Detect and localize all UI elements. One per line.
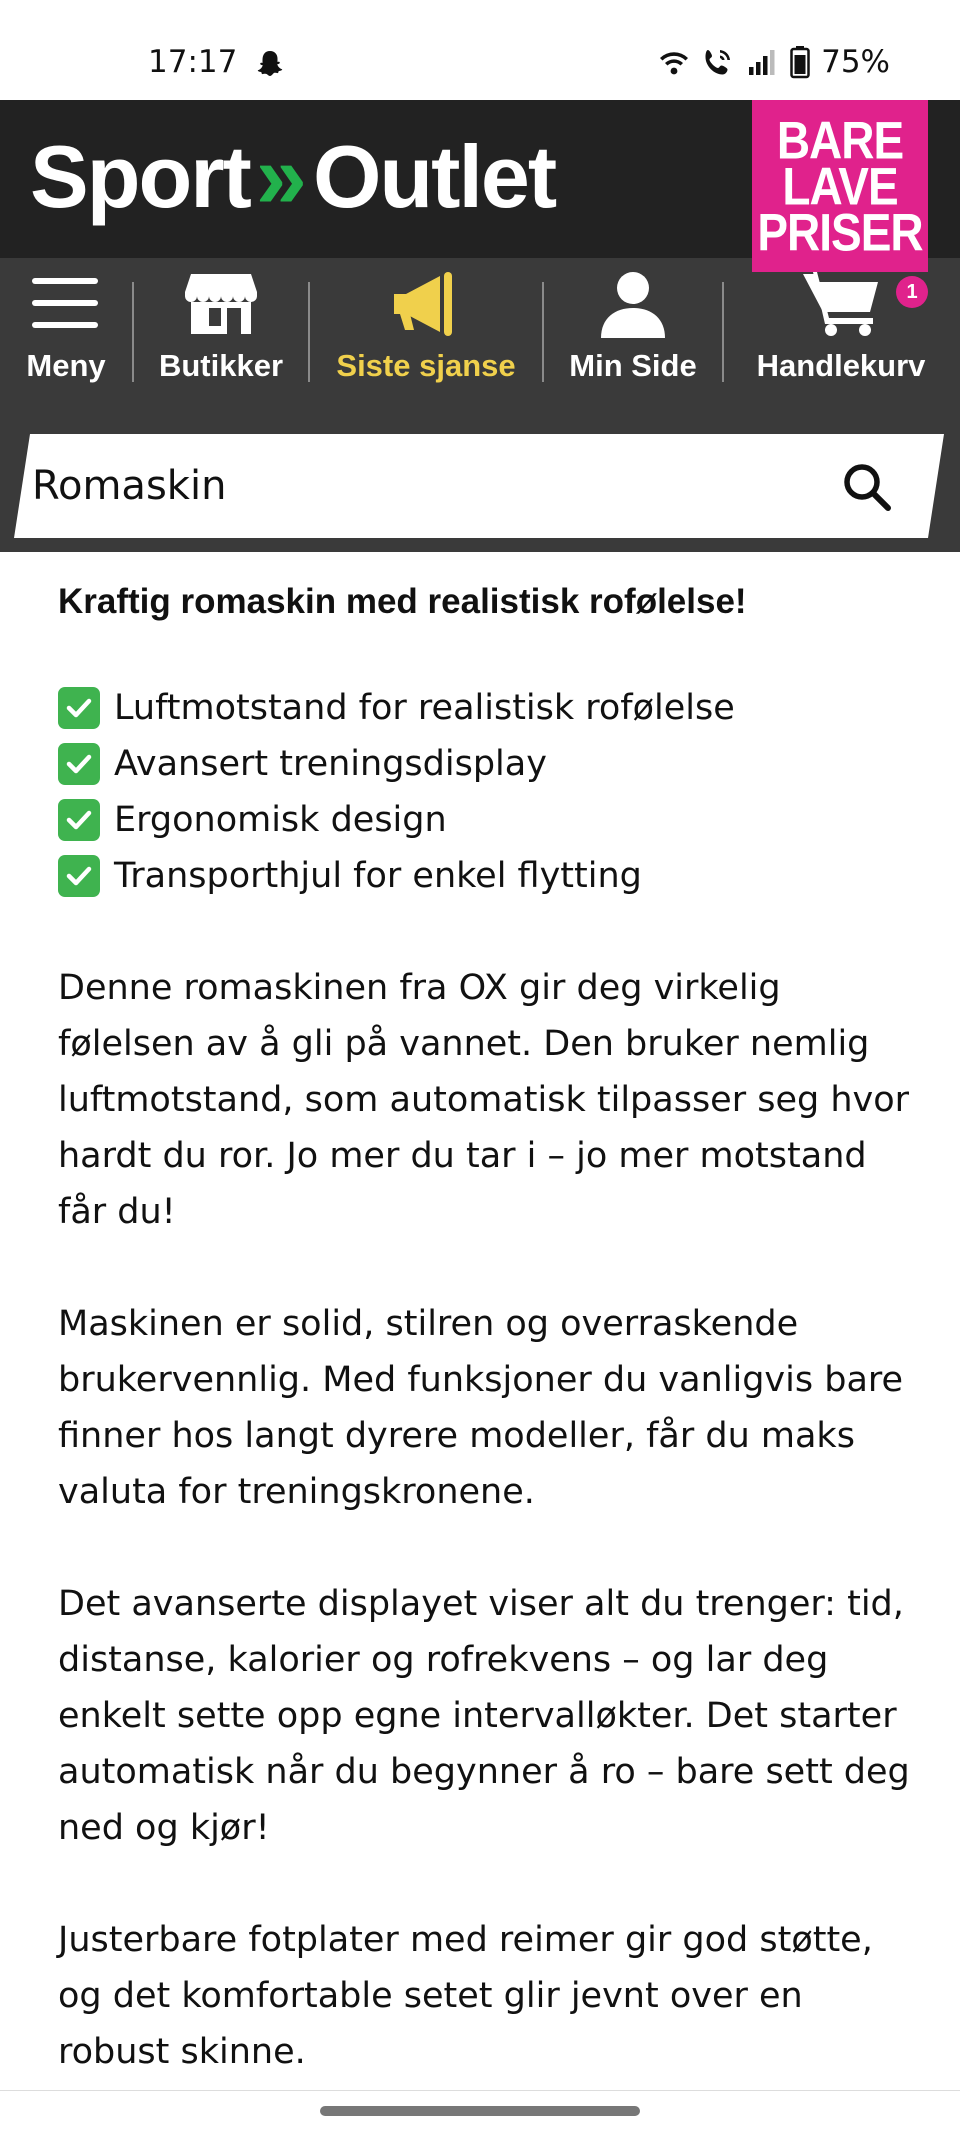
feature-item <box>58 848 918 904</box>
user-icon <box>593 268 673 338</box>
promo-line-2: LAVE <box>782 156 898 216</box>
description-paragraph: Maskinen er solid, stilren og overraskende brukervennlig. Med funksjoner du vanligvis bare finner hos langt dyrere modeller, får du maks valuta for treningskronene. <box>58 1304 904 1512</box>
check-mark-icon <box>58 855 100 897</box>
feature-text: Transporthjul for enkel flytting <box>114 856 642 896</box>
search-icon[interactable] <box>840 460 894 514</box>
battery-percent: 75% <box>821 44 890 80</box>
nav-item-menu[interactable] <box>0 258 132 406</box>
description-paragraph: Denne romaskinen fra OX gir deg virkelig følelsen av å gli på vannet. Den bruker nemlig luftmotstand, som automatisk tilpasser seg hvor hardt du ror. Jo mer du tar i – jo mer motstand får du! <box>58 968 910 1232</box>
main-nav <box>0 258 960 406</box>
menu-icon <box>26 268 106 338</box>
feature-list <box>58 680 918 904</box>
sport-outlet-logo[interactable] <box>30 122 555 232</box>
site-header <box>0 100 960 262</box>
cart-count-badge: 1 <box>896 276 928 308</box>
logo-text-outlet: Outlet <box>312 127 556 226</box>
nav-label-last-chance: Siste sjanse <box>336 348 516 383</box>
nav-item-stores[interactable] <box>134 258 308 406</box>
description-paragraph: Justerbare fotplater med reimer gir god støtte, og det komfortable setet glir jevnt over en robust skinne. <box>58 1920 873 2072</box>
status-icons <box>657 44 890 80</box>
nav-label-my-page: Min Side <box>569 348 697 383</box>
bottom-divider <box>0 2090 960 2091</box>
home-indicator[interactable] <box>320 2106 640 2116</box>
nav-label-menu: Meny <box>26 348 106 383</box>
nav-label-stores: Butikker <box>158 348 284 383</box>
description-headline: Kraftig romaskin med realistisk rofølelse! <box>58 582 747 621</box>
check-mark-icon <box>58 687 100 729</box>
wifi-icon <box>657 45 691 79</box>
nav-item-my-page[interactable] <box>544 258 722 406</box>
feature-text: Luftmotstand for realistisk rofølelse <box>114 688 735 728</box>
promo-line-3: PRISER <box>757 202 923 262</box>
feature-text: Avansert treningsdisplay <box>114 744 547 784</box>
nav-item-cart[interactable] <box>724 258 958 406</box>
snapchat-icon <box>254 48 286 80</box>
product-description <box>58 570 918 2080</box>
search-bar <box>0 406 960 552</box>
status-time: 17:17 <box>148 44 238 80</box>
promo-line-1: BARE <box>776 110 904 170</box>
logo-separator: » <box>255 125 293 228</box>
logo-text-sport: Sport <box>30 127 250 226</box>
status-bar <box>0 0 960 100</box>
store-icon <box>181 268 261 338</box>
description-paragraph: Det avanserte displayet viser alt du trenger: tid, distanse, kalorier og rofrekvens – og lar deg enkelt sette opp egne intervalløkter. Det starter automatisk når du begynner å ro – bare sett deg ned og kjør! <box>58 1584 910 1848</box>
cart-icon <box>801 268 881 338</box>
nav-item-last-chance[interactable] <box>310 258 542 406</box>
battery-icon <box>789 45 811 79</box>
megaphone-icon <box>386 268 466 338</box>
signal-icon <box>745 45 779 79</box>
search-box <box>14 434 944 538</box>
feature-text: Ergonomisk design <box>114 800 447 840</box>
check-mark-icon <box>58 743 100 785</box>
nav-label-cart: Handlekurv <box>756 348 926 383</box>
wifi-calling-icon <box>701 45 735 79</box>
feature-item <box>58 680 918 736</box>
feature-item <box>58 792 918 848</box>
bare-lave-priser-badge[interactable] <box>752 100 928 272</box>
check-mark-icon <box>58 799 100 841</box>
search-input[interactable] <box>32 446 812 526</box>
feature-item <box>58 736 918 792</box>
